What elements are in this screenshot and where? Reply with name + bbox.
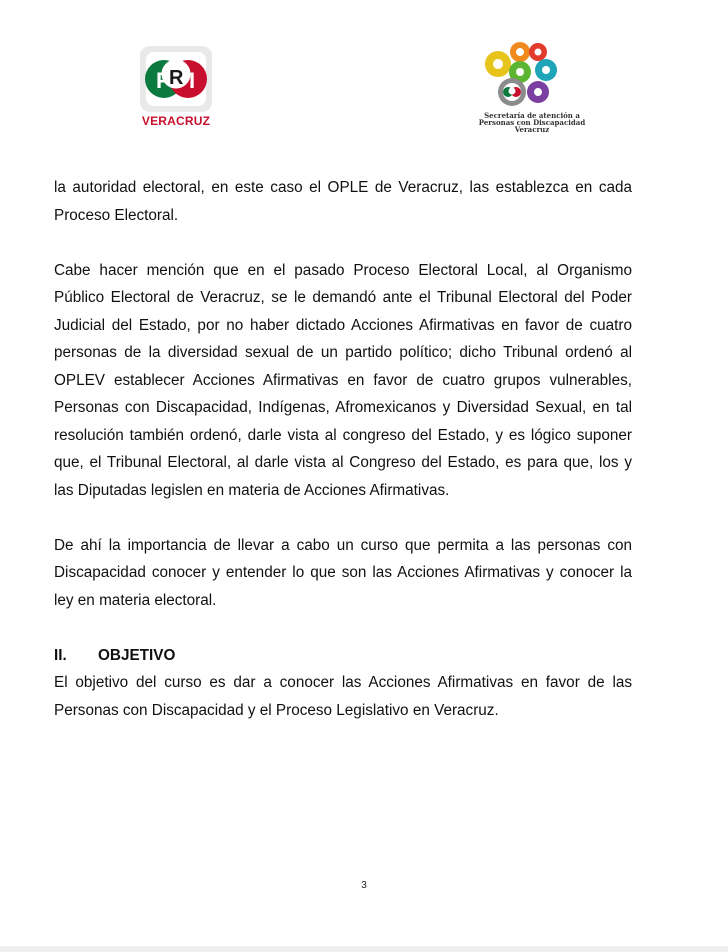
paragraph-2: Cabe hacer mención que en el pasado Proceso Electoral Local, al Organismo Público Electoral de Veracruz, se le demandó ante el Tribunal Electoral del Poder Judicial del Estado, por no haber dictado Acciones Afirmativas en favor de cuatro personas de la diversidad sexual de un partido político; dicho Tribunal ordenó al OPLEV establecer Acciones Afirmativas en favor de cuatro grupos vulnerables, Personas con Discapacidad, Indígenas, Afromexicanos y Diversidad Sexual, en tal resolución también ordenó, darle vista al congreso del Estado, y es lógico suponer que, el Tribunal Electoral, al darle vista al Congreso del Estado, es para que, los y las Diputadas legislen en materia de Acciones Afirmativas. [54, 261, 632, 499]
section-text: El objetivo del curso es dar a conocer las Acciones Afirmativas en favor de las Personas con Discapacidad y el Proceso Legislativo en Veracruz. [54, 674, 632, 719]
svg-text:I: I [189, 68, 196, 93]
section-heading [54, 642, 632, 670]
secretaria-logo [476, 40, 588, 160]
logo-right-line-2: Personas con Discapacidad [478, 118, 586, 127]
document-body [54, 174, 632, 752]
logo-right-line-3: Veracruz [514, 125, 550, 134]
page-number: 3 [361, 880, 367, 891]
paragraph-1: la autoridad electoral, en este caso el OPLE de Veracruz, las establezca en cada Proceso Electoral. [54, 179, 632, 224]
pri-veracruz-logo [140, 46, 212, 130]
section-title: OBJETIVO [98, 646, 176, 664]
svg-text:R: R [169, 67, 184, 89]
page-bottom-edge [0, 946, 728, 952]
paragraph-3: De ahí la importancia de llevar a cabo un curso que permita a las personas con Discapacidad conocer y entender lo que son las Acciones Afirmativas y conocer la ley en materia electoral. [54, 536, 632, 609]
section-number: II. [54, 646, 67, 664]
svg-text:P: P [156, 68, 171, 93]
logo-right-caption [476, 112, 588, 133]
logo-left-caption: VERACRUZ [141, 114, 211, 128]
logo-right-line-1: Secretaría de atención a [484, 111, 580, 120]
gears-logo-icon [476, 40, 588, 110]
pri-logo-icon [140, 46, 212, 112]
